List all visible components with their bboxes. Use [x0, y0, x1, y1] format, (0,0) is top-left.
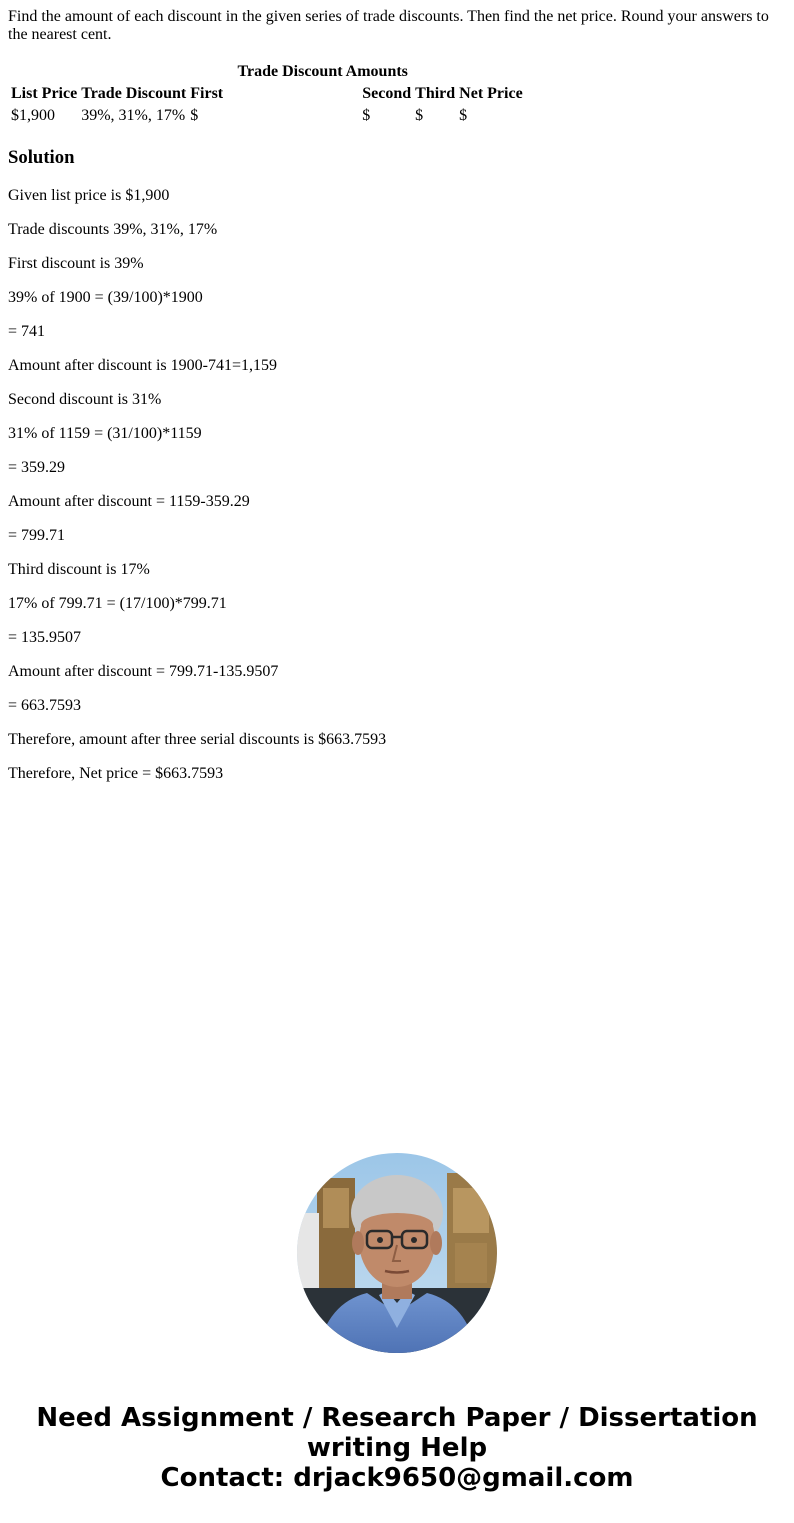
step-line: = 663.7593	[8, 697, 82, 714]
header-first: First	[190, 85, 224, 102]
promo-banner	[0, 1403, 794, 1493]
group-header: Trade Discount Amounts	[237, 63, 408, 80]
step-line: Amount after discount = 1159-359.29	[8, 493, 250, 510]
step-line: = 741	[8, 323, 46, 340]
step-line: Therefore, Net price = $663.7593	[8, 765, 224, 782]
cell-first: $	[190, 107, 199, 124]
promo-contact: Contact: drjack9650@gmail.com	[160, 1463, 634, 1493]
cell-list-price: $1,900	[11, 107, 55, 124]
cell-third: $	[415, 107, 424, 124]
promo-line-2: writing Help	[306, 1433, 488, 1463]
table-header-row	[10, 84, 524, 104]
step-line: Second discount is 31%	[8, 391, 162, 408]
header-second: Second	[362, 85, 412, 102]
step-line: Therefore, amount after three serial discounts is $663.7593	[8, 731, 387, 748]
step-line: Third discount is 17%	[8, 561, 150, 578]
cell-net-price: $	[459, 107, 468, 124]
step-line: = 359.29	[8, 459, 66, 476]
table-row	[10, 106, 524, 126]
header-trade-discount: Trade Discount	[81, 85, 187, 102]
document-body	[8, 8, 786, 799]
trade-discount-table	[8, 60, 526, 128]
step-line: = 135.9507	[8, 629, 82, 646]
solution-steps	[8, 187, 786, 799]
promo-line-1: Need Assignment / Research Paper / Dissertation	[36, 1403, 758, 1433]
cell-trade-discount: 39%, 31%, 17%	[81, 107, 186, 124]
table-group-header-row	[10, 62, 524, 82]
step-line: Given list price is $1,900	[8, 187, 170, 204]
header-net-price: Net Price	[459, 85, 523, 102]
step-line: 39% of 1900 = (39/100)*1900	[8, 289, 203, 306]
header-list-price: List Price	[11, 85, 78, 102]
step-line: Amount after discount = 799.71-135.9507	[8, 663, 279, 680]
step-line: Amount after discount is 1900-741=1,159	[8, 357, 277, 374]
step-line: = 799.71	[8, 527, 66, 544]
step-line: Trade discounts 39%, 31%, 17%	[8, 221, 218, 238]
step-line: 31% of 1159 = (31/100)*1159	[8, 425, 202, 442]
step-line: First discount is 39%	[8, 255, 144, 272]
step-line: 17% of 799.71 = (17/100)*799.71	[8, 595, 227, 612]
header-third: Third	[415, 85, 456, 102]
solution-heading: Solution	[8, 147, 75, 168]
question-text: Find the amount of each discount in the given series of trade discounts. Then find the net price. Round your answers to the nearest cent.	[8, 8, 769, 43]
author-photo	[297, 1153, 497, 1353]
cell-second: $	[362, 107, 371, 124]
